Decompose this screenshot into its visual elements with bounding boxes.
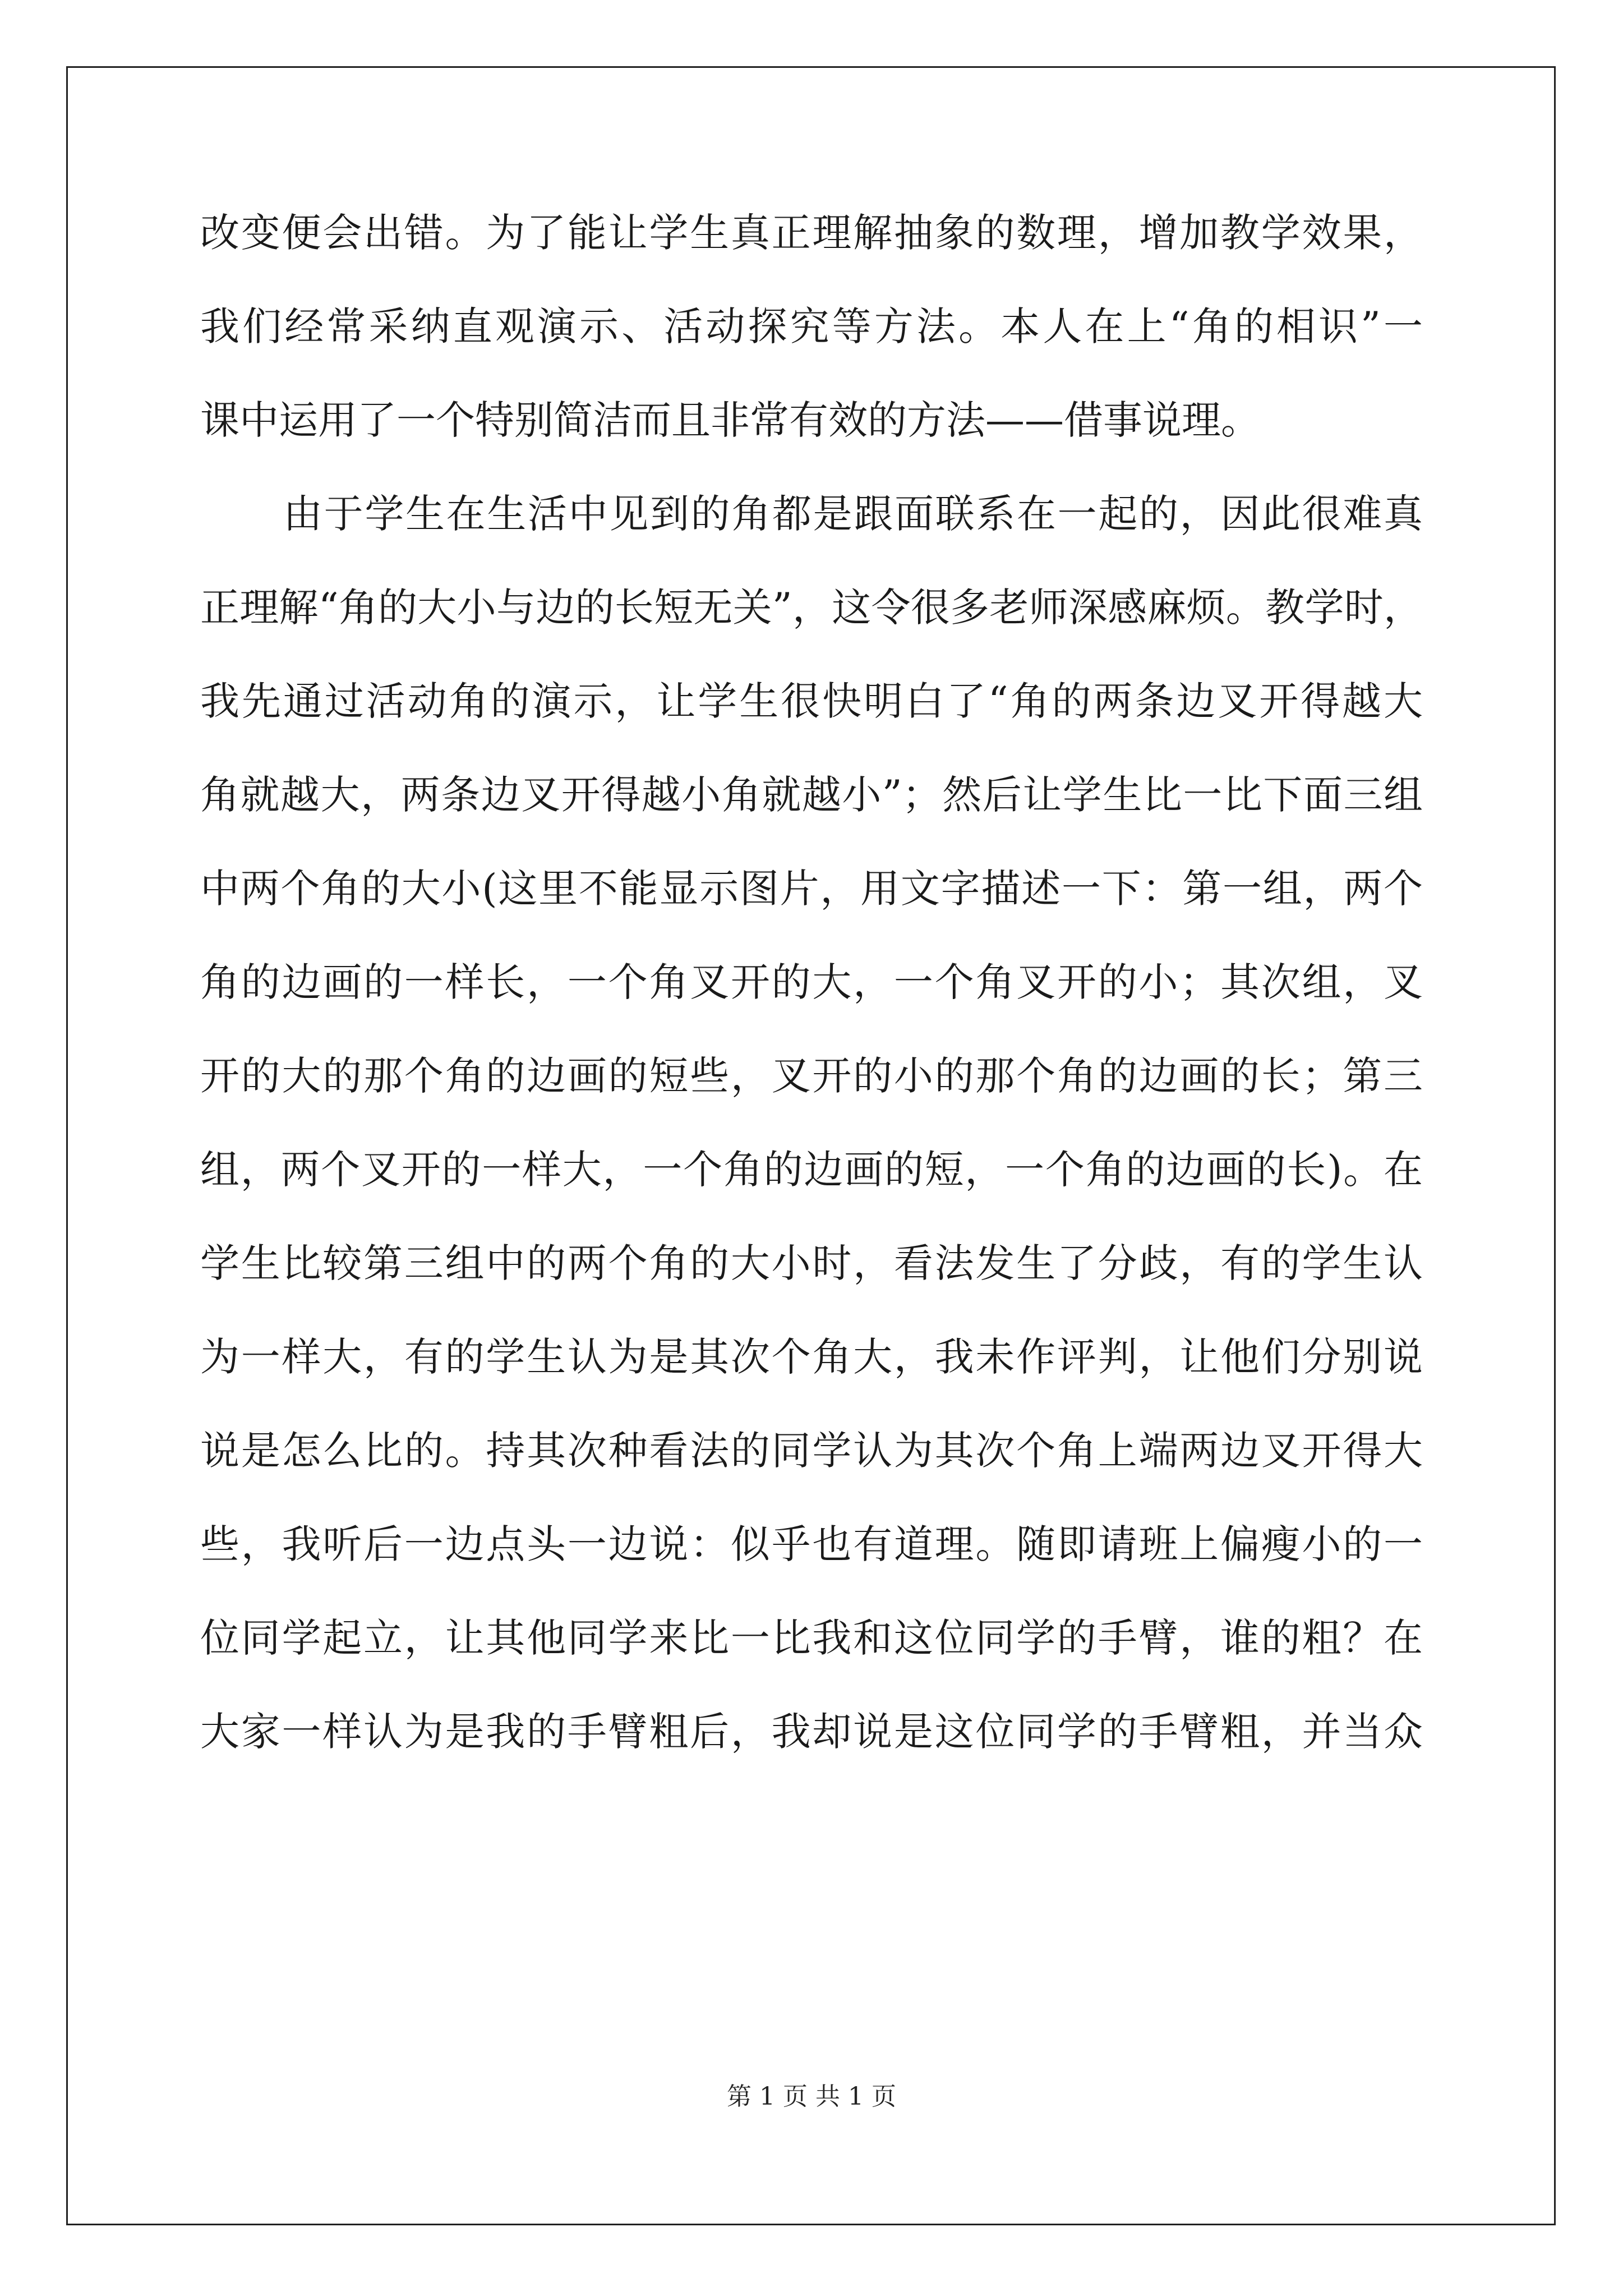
text-line: 中两个角的大小(这里不能显示图片，用文字描述一下：第一组，两个 xyxy=(200,866,1423,912)
text-line: 大家一样认为是我的手臂粗后，我却说是这位同学的手臂粗，并当众 xyxy=(200,1709,1423,1755)
text-line: 位同学起立，让其他同学来比一比我和这位同学的手臂，谁的粗？在 xyxy=(200,1615,1423,1661)
text-line: 学生比较第三组中的两个角的大小时，看法发生了分歧，有的学生认 xyxy=(200,1240,1423,1286)
text-line: 角就越大，两条边叉开得越小角就越小”；然后让学生比一比下面三组 xyxy=(200,772,1423,818)
text-line: 课中运用了一个特别简洁而且非常有效的方法——借事说理。 xyxy=(200,397,1260,443)
text-line: 我先通过活动角的演示，让学生很快明白了“角的两条边叉开得越大 xyxy=(200,678,1423,724)
document-body xyxy=(200,210,1423,1806)
text-line: 开的大的那个角的边画的短些，叉开的小的那个角的边画的长；第三 xyxy=(200,1053,1423,1099)
text-line: 些，我听后一边点头一边说：似乎也有道理。随即请班上偏瘦小的一 xyxy=(200,1521,1423,1567)
text-line: 改变便会出错。为了能让学生真正理解抽象的数理，增加教学效果， xyxy=(200,210,1423,256)
text-line: 说是怎么比的。持其次种看法的同学认为其次个角上端两边叉开得大 xyxy=(200,1428,1423,1474)
text-line: 我们经常采纳直观演示、活动探究等方法。本人在上“角的相识”一 xyxy=(200,303,1423,349)
text-line: 为一样大，有的学生认为是其次个角大，我未作评判，让他们分别说 xyxy=(200,1334,1423,1380)
text-line: 由于学生在生活中见到的角都是跟面联系在一起的，因此很难真 xyxy=(283,491,1423,537)
page-number-footer: 第 1 页 共 1 页 xyxy=(727,2082,896,2111)
text-line: 角的边画的一样长，一个角叉开的大，一个角叉开的小；其次组，叉 xyxy=(200,959,1423,1005)
text-line: 正理解“角的大小与边的长短无关”，这令很多老师深感麻烦。教学时， xyxy=(200,585,1423,631)
text-line: 组，两个叉开的一样大，一个角的边画的短，一个角的边画的长)。在 xyxy=(200,1147,1423,1193)
